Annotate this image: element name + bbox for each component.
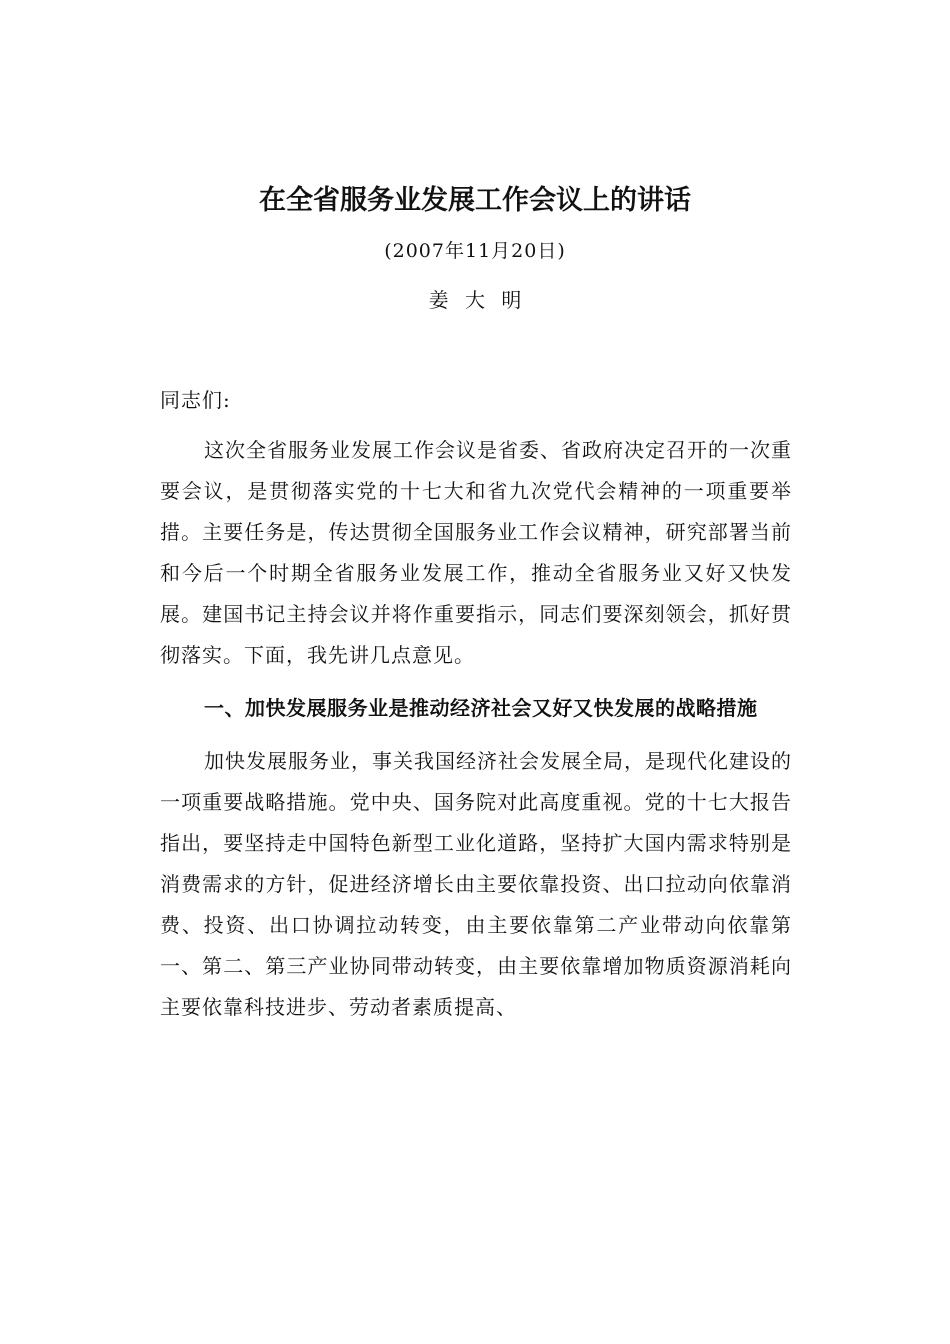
author-char: 大: [465, 288, 485, 312]
author-char: 明: [501, 288, 522, 312]
salutation: 同志们:: [160, 388, 231, 412]
section-heading-1: 一、加快发展服务业是推动经济社会又好又快发展的战略措施: [204, 696, 758, 720]
speech-body: [160, 382, 792, 1040]
paragraph-intro: 这次全省服务业发展工作会议是省委、省政府决定召开的一次重要会议，是贯彻落实党的十七大和省九次党代会精神的一项重要举措。主要任务是，传达贯彻全国服务业工作会议精神，研究部署当前和今后一个时期全省服务业发展工作，推动全省服务业又好又快发展。建国书记主持会议并将作重要指示，同志们要深刻领会，抓好贯彻落实。下面，我先讲几点意见。: [160, 438, 792, 667]
speech-author: [0, 285, 950, 315]
author-char: 姜: [428, 288, 449, 312]
speech-title: 在全省服务业发展工作会议上的讲话: [259, 185, 691, 216]
speech-date: (2007年11月20日): [384, 240, 566, 262]
paragraph-section-1: 加快发展服务业，事关我国经济社会发展全局，是现代化建设的一项重要战略措施。党中央、国务院对此高度重视。党的十七大报告指出，要坚持走中国特色新型工业化道路，坚持扩大国内需求特别是消费需求的方针，促进经济增长由主要依靠投资、出口拉动向依靠消费、投资、出口协调拉动转变，由主要依靠第二产业带动向依靠第一、第二、第三产业协同带动转变，由主要依靠增加物质资源消耗向主要依靠科技进步、劳动者素质提高、: [160, 749, 792, 1019]
